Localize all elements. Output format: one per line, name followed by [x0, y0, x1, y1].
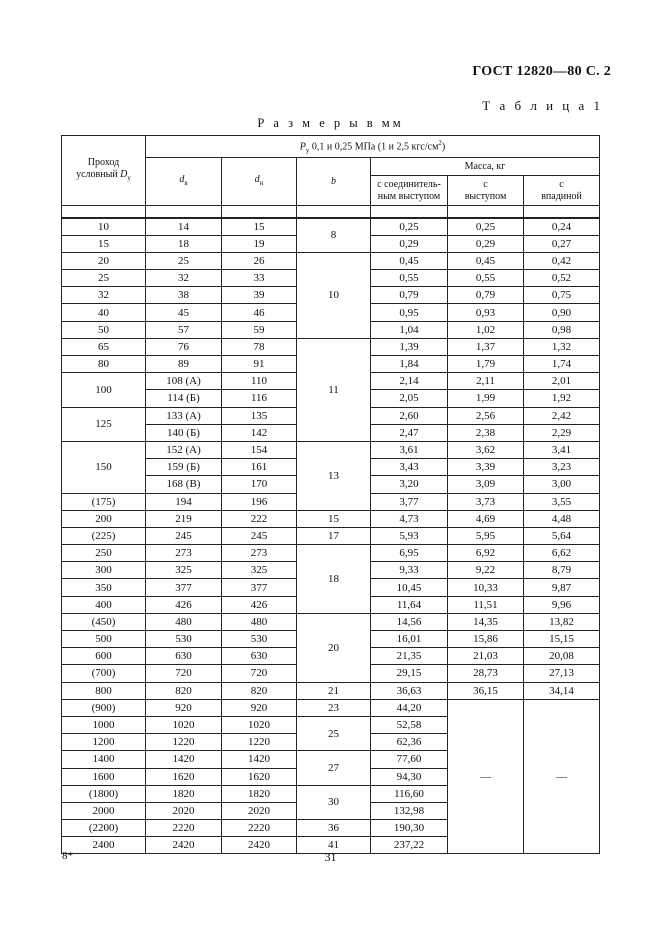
cell-dv: 2020 [146, 802, 222, 819]
cell-mass-connecting: 4,73 [371, 510, 448, 527]
cell-nominal-bore: 20 [62, 252, 146, 269]
cell-mass-connecting: 6,95 [371, 545, 448, 562]
cell-dn: 46 [222, 304, 297, 321]
cell-dv: 2420 [146, 837, 222, 854]
cell-mass-recess: 0,24 [524, 218, 600, 236]
cell-dv: 38 [146, 287, 222, 304]
cell-nominal-bore: 200 [62, 510, 146, 527]
cell-mass-projection: 28,73 [448, 665, 524, 682]
dn-symbol: D [120, 169, 128, 180]
mass1-line2: ным выступом [377, 190, 441, 202]
cell-mass-projection: 9,22 [448, 562, 524, 579]
table-body [62, 218, 600, 854]
cell-mass-recess: 3,23 [524, 459, 600, 476]
cell-mass-connecting: 0,95 [371, 304, 448, 321]
cell-dv: 57 [146, 321, 222, 338]
table-row [62, 510, 600, 527]
cell-dn: 245 [222, 527, 297, 544]
cell-nominal-bore: (225) [62, 527, 146, 544]
cell-b: 11 [297, 338, 371, 441]
pressure-symbol: P [299, 141, 306, 153]
cell-mass-recess: 1,92 [524, 390, 600, 407]
cell-mass-projection: 0,79 [448, 287, 524, 304]
cell-nominal-bore: 300 [62, 562, 146, 579]
cell-mass-projection: 15,86 [448, 631, 524, 648]
cell-dv: 273 [146, 545, 222, 562]
cell-mass-recess: 2,01 [524, 373, 600, 390]
pressure-superscript: 2 [438, 138, 442, 147]
dv-symbol: d [179, 174, 185, 185]
spacer-cell [222, 206, 297, 218]
cell-mass-connecting: 0,29 [371, 235, 448, 252]
cell-dv: 140 (Б) [146, 424, 222, 441]
cell-dv: 159 (Б) [146, 459, 222, 476]
cell-mass-connecting: 3,43 [371, 459, 448, 476]
cell-nominal-bore: 65 [62, 338, 146, 355]
cell-dn: 1420 [222, 751, 297, 768]
cell-dn: 1820 [222, 785, 297, 802]
cell-nominal-bore: 400 [62, 596, 146, 613]
cell-dv: 108 (А) [146, 373, 222, 390]
cell-mass-recess: 1,74 [524, 356, 600, 373]
cell-mass-recess: 13,82 [524, 613, 600, 630]
cell-mass-connecting: 77,60 [371, 751, 448, 768]
cell-mass-connecting: 5,93 [371, 527, 448, 544]
cell-nominal-bore: 15 [62, 235, 146, 252]
cell-dn: 142 [222, 424, 297, 441]
cell-dv: 25 [146, 252, 222, 269]
cell-dv: 76 [146, 338, 222, 355]
cell-mass-recess: 6,62 [524, 545, 600, 562]
cell-mass-projection: 1,02 [448, 321, 524, 338]
cell-dv: 920 [146, 699, 222, 716]
dv-subscript: в [184, 179, 188, 187]
cell-mass-connecting: 16,01 [371, 631, 448, 648]
cell-mass-projection: 5,95 [448, 527, 524, 544]
cell-mass-projection: 0,45 [448, 252, 524, 269]
cell-mass-recess: 5,64 [524, 527, 600, 544]
cell-nominal-bore: 125 [62, 407, 146, 441]
cell-b: 41 [297, 837, 371, 854]
cell-mass-connecting: 2,47 [371, 424, 448, 441]
sizes-caption: Р а з м е р ы в мм [257, 116, 404, 130]
pressure-close: ) [441, 141, 446, 153]
cell-mass-connecting: 2,05 [371, 390, 448, 407]
spacer-cell [448, 206, 524, 218]
cell-mass-recess: 4,48 [524, 510, 600, 527]
cell-dv: 630 [146, 648, 222, 665]
dn2-subscript: н [259, 179, 264, 187]
cell-mass-connecting: 132,98 [371, 802, 448, 819]
cell-dv: 89 [146, 356, 222, 373]
cell-dn: 630 [222, 648, 297, 665]
mass2-line2: выступом [464, 190, 507, 202]
cell-mass-connecting: 21,35 [371, 648, 448, 665]
cell-nominal-bore: 40 [62, 304, 146, 321]
cell-dv: 194 [146, 493, 222, 510]
cell-dn: 33 [222, 270, 297, 287]
cell-mass-projection: 6,92 [448, 545, 524, 562]
cell-nominal-bore: (175) [62, 493, 146, 510]
cell-mass-projection: 36,15 [448, 682, 524, 699]
col-b [297, 158, 371, 206]
table-row [62, 338, 600, 355]
cell-dv: 530 [146, 631, 222, 648]
cell-dn: 135 [222, 407, 297, 424]
cell-mass-projection: 11,51 [448, 596, 524, 613]
cell-dv: 480 [146, 613, 222, 630]
col-mass-recess [524, 176, 600, 206]
cell-dn: 26 [222, 252, 297, 269]
col-mass: Масса, кг [371, 158, 600, 176]
cell-b: 23 [297, 699, 371, 716]
cell-mass-projection: 21,03 [448, 648, 524, 665]
spacer-cell [146, 206, 222, 218]
cell-nominal-bore: 2400 [62, 837, 146, 854]
spacer-cell [297, 206, 371, 218]
cell-mass-projection: 1,99 [448, 390, 524, 407]
cell-nominal-bore: 1000 [62, 716, 146, 733]
cell-dn: 15 [222, 218, 297, 236]
cell-dv: 720 [146, 665, 222, 682]
cell-dv: 114 (Б) [146, 390, 222, 407]
spacer-cell [62, 206, 146, 218]
cell-mass-projection: 10,33 [448, 579, 524, 596]
cell-dv: 2220 [146, 820, 222, 837]
table-number: Т а б л и ц а 1 [482, 98, 603, 113]
cell-dv: 32 [146, 270, 222, 287]
cell-nominal-bore: 80 [62, 356, 146, 373]
cell-mass-connecting: 0,45 [371, 252, 448, 269]
cell-mass-projection: 2,38 [448, 424, 524, 441]
cell-dv: 1020 [146, 716, 222, 733]
cell-b: 18 [297, 545, 371, 614]
standard-header: ГОСТ 12820—80 С. 2 [472, 64, 611, 79]
cell-mass-connecting: 1,04 [371, 321, 448, 338]
cell-b: 36 [297, 820, 371, 837]
cell-dv: 45 [146, 304, 222, 321]
col-dv [146, 158, 222, 206]
cell-nominal-bore: 1600 [62, 768, 146, 785]
cell-dn: 116 [222, 390, 297, 407]
cell-nominal-bore: 150 [62, 441, 146, 493]
cell-nominal-bore: (450) [62, 613, 146, 630]
cell-nominal-bore: 2000 [62, 802, 146, 819]
cell-mass-projection: 3,09 [448, 476, 524, 493]
cell-mass-recess: 9,96 [524, 596, 600, 613]
cell-dn: 2420 [222, 837, 297, 854]
cell-dn: 325 [222, 562, 297, 579]
cell-dn: 1620 [222, 768, 297, 785]
cell-mass-recess: 27,13 [524, 665, 600, 682]
cell-nominal-bore: (900) [62, 699, 146, 716]
cell-mass-connecting: 190,30 [371, 820, 448, 837]
cell-mass-projection: 14,35 [448, 613, 524, 630]
pressure-subscript: у [305, 146, 310, 155]
cell-mass-projection: 0,25 [448, 218, 524, 236]
cell-dv: 14 [146, 218, 222, 236]
cell-mass-connecting: 0,25 [371, 218, 448, 236]
cell-mass-recess: 15,15 [524, 631, 600, 648]
cell-mass-connecting: 0,55 [371, 270, 448, 287]
cell-mass-connecting: 116,60 [371, 785, 448, 802]
dn-subscript: у [127, 174, 131, 182]
cell-dn: 91 [222, 356, 297, 373]
cell-nominal-bore: 600 [62, 648, 146, 665]
table-row [62, 441, 600, 458]
cell-b: 13 [297, 441, 371, 510]
cell-dn: 110 [222, 373, 297, 390]
cell-dn: 78 [222, 338, 297, 355]
cell-mass-recess: 3,55 [524, 493, 600, 510]
cell-b: 17 [297, 527, 371, 544]
cell-nominal-bore: 350 [62, 579, 146, 596]
cell-dv: 820 [146, 682, 222, 699]
cell-mass-recess: 0,27 [524, 235, 600, 252]
cell-mass-recess: 3,41 [524, 441, 600, 458]
col-nominal-bore [62, 136, 146, 206]
cell-nominal-bore: 500 [62, 631, 146, 648]
cell-nominal-bore: 250 [62, 545, 146, 562]
col-mass-connecting [371, 176, 448, 206]
cell-dn: 1020 [222, 716, 297, 733]
cell-b: 10 [297, 252, 371, 338]
cell-mass-connecting: 237,22 [371, 837, 448, 854]
cell-mass-connecting: 2,14 [371, 373, 448, 390]
b-symbol: b [331, 175, 336, 187]
mass3-line2: впадиной [541, 190, 582, 202]
cell-mass-projection-dash: — [448, 699, 524, 854]
cell-mass-connecting: 2,60 [371, 407, 448, 424]
cell-mass-recess: 3,00 [524, 476, 600, 493]
mass2-line1: с [483, 178, 488, 190]
cell-mass-connecting: 3,77 [371, 493, 448, 510]
cell-mass-projection: 0,29 [448, 235, 524, 252]
table-row [62, 527, 600, 544]
cell-dn: 161 [222, 459, 297, 476]
cell-dn: 720 [222, 665, 297, 682]
cell-dv: 325 [146, 562, 222, 579]
cell-mass-projection: 1,37 [448, 338, 524, 355]
cell-mass-connecting: 3,20 [371, 476, 448, 493]
footer-mark: 8* [62, 850, 73, 862]
cell-mass-connecting: 62,36 [371, 734, 448, 751]
cell-mass-recess: 0,75 [524, 287, 600, 304]
cell-mass-projection: 0,55 [448, 270, 524, 287]
cell-mass-projection: 3,73 [448, 493, 524, 510]
mass1-line1: с соединитель- [377, 178, 441, 190]
cell-dv: 133 (А) [146, 407, 222, 424]
cell-dn: 59 [222, 321, 297, 338]
cell-mass-projection: 1,79 [448, 356, 524, 373]
cell-mass-projection: 3,39 [448, 459, 524, 476]
cell-mass-connecting: 9,33 [371, 562, 448, 579]
cell-mass-recess: 1,32 [524, 338, 600, 355]
pressure-header [146, 136, 600, 158]
cell-mass-projection: 0,93 [448, 304, 524, 321]
cell-dv: 1620 [146, 768, 222, 785]
cell-dn: 920 [222, 699, 297, 716]
cell-mass-projection: 3,62 [448, 441, 524, 458]
cell-mass-recess: 0,90 [524, 304, 600, 321]
dn2-symbol: d [254, 174, 260, 185]
cell-dn: 170 [222, 476, 297, 493]
pressure-text: 0,1 и 0,25 МПа (1 и 2,5 кгс/см [309, 141, 439, 153]
cell-dn: 222 [222, 510, 297, 527]
cell-mass-connecting: 3,61 [371, 441, 448, 458]
cell-dv: 377 [146, 579, 222, 596]
cell-nominal-bore: 100 [62, 373, 146, 407]
cell-mass-recess: 8,79 [524, 562, 600, 579]
cell-dn: 426 [222, 596, 297, 613]
cell-dn: 1220 [222, 734, 297, 751]
cell-nominal-bore: 1400 [62, 751, 146, 768]
cell-nominal-bore: 25 [62, 270, 146, 287]
cell-mass-recess: 0,98 [524, 321, 600, 338]
cell-mass-connecting: 94,30 [371, 768, 448, 785]
cell-dn: 39 [222, 287, 297, 304]
cell-nominal-bore: 1200 [62, 734, 146, 751]
table-row [62, 545, 600, 562]
cell-dn: 2020 [222, 802, 297, 819]
cell-dn: 19 [222, 235, 297, 252]
cell-mass-connecting: 14,56 [371, 613, 448, 630]
cell-mass-connecting: 0,79 [371, 287, 448, 304]
cell-b: 27 [297, 751, 371, 785]
cell-mass-connecting: 44,20 [371, 699, 448, 716]
table-row [62, 218, 600, 236]
cell-mass-recess: 34,14 [524, 682, 600, 699]
cell-mass-recess: 2,42 [524, 407, 600, 424]
cell-mass-projection: 2,11 [448, 373, 524, 390]
cell-mass-projection: 4,69 [448, 510, 524, 527]
cell-dv: 1220 [146, 734, 222, 751]
cell-dn: 530 [222, 631, 297, 648]
dn-line1: Проход [87, 157, 120, 168]
cell-b: 8 [297, 218, 371, 253]
cell-dn: 273 [222, 545, 297, 562]
spacer-cell [524, 206, 600, 218]
cell-nominal-bore: 10 [62, 218, 146, 236]
cell-mass-connecting: 11,64 [371, 596, 448, 613]
table-row [62, 699, 600, 716]
cell-b: 30 [297, 785, 371, 819]
cell-mass-recess: 2,29 [524, 424, 600, 441]
cell-nominal-bore: (1800) [62, 785, 146, 802]
cell-mass-connecting: 29,15 [371, 665, 448, 682]
cell-mass-connecting: 36,63 [371, 682, 448, 699]
cell-nominal-bore: 800 [62, 682, 146, 699]
spacer-cell [371, 206, 448, 218]
dimensions-table [61, 135, 600, 854]
cell-dn: 480 [222, 613, 297, 630]
cell-mass-recess: 0,42 [524, 252, 600, 269]
cell-dn: 377 [222, 579, 297, 596]
cell-mass-connecting: 10,45 [371, 579, 448, 596]
cell-dn: 2220 [222, 820, 297, 837]
cell-mass-recess: 0,52 [524, 270, 600, 287]
cell-dv: 168 (В) [146, 476, 222, 493]
cell-mass-connecting: 1,84 [371, 356, 448, 373]
cell-nominal-bore: 32 [62, 287, 146, 304]
page-number: 31 [324, 850, 337, 864]
cell-dv: 1820 [146, 785, 222, 802]
cell-dv: 1420 [146, 751, 222, 768]
table-row [62, 252, 600, 269]
cell-nominal-bore: (700) [62, 665, 146, 682]
dn-line2: условный [76, 169, 118, 180]
cell-b: 15 [297, 510, 371, 527]
cell-b: 21 [297, 682, 371, 699]
table-row [62, 613, 600, 630]
cell-mass-recess: 20,08 [524, 648, 600, 665]
cell-dn: 820 [222, 682, 297, 699]
table-row [62, 682, 600, 699]
cell-dv: 426 [146, 596, 222, 613]
cell-dv: 245 [146, 527, 222, 544]
cell-mass-connecting: 52,58 [371, 716, 448, 733]
cell-mass-connecting: 1,39 [371, 338, 448, 355]
cell-b: 20 [297, 613, 371, 682]
cell-b: 25 [297, 716, 371, 750]
cell-nominal-bore: (2200) [62, 820, 146, 837]
cell-dv: 18 [146, 235, 222, 252]
cell-mass-projection: 2,56 [448, 407, 524, 424]
cell-dn: 196 [222, 493, 297, 510]
cell-dv: 152 (А) [146, 441, 222, 458]
cell-mass-recess-dash: — [524, 699, 600, 854]
cell-mass-recess: 9,87 [524, 579, 600, 596]
cell-dn: 154 [222, 441, 297, 458]
col-mass-projection [448, 176, 524, 206]
mass3-line1: с [559, 178, 564, 190]
cell-dv: 219 [146, 510, 222, 527]
col-dn [222, 158, 297, 206]
cell-nominal-bore: 50 [62, 321, 146, 338]
